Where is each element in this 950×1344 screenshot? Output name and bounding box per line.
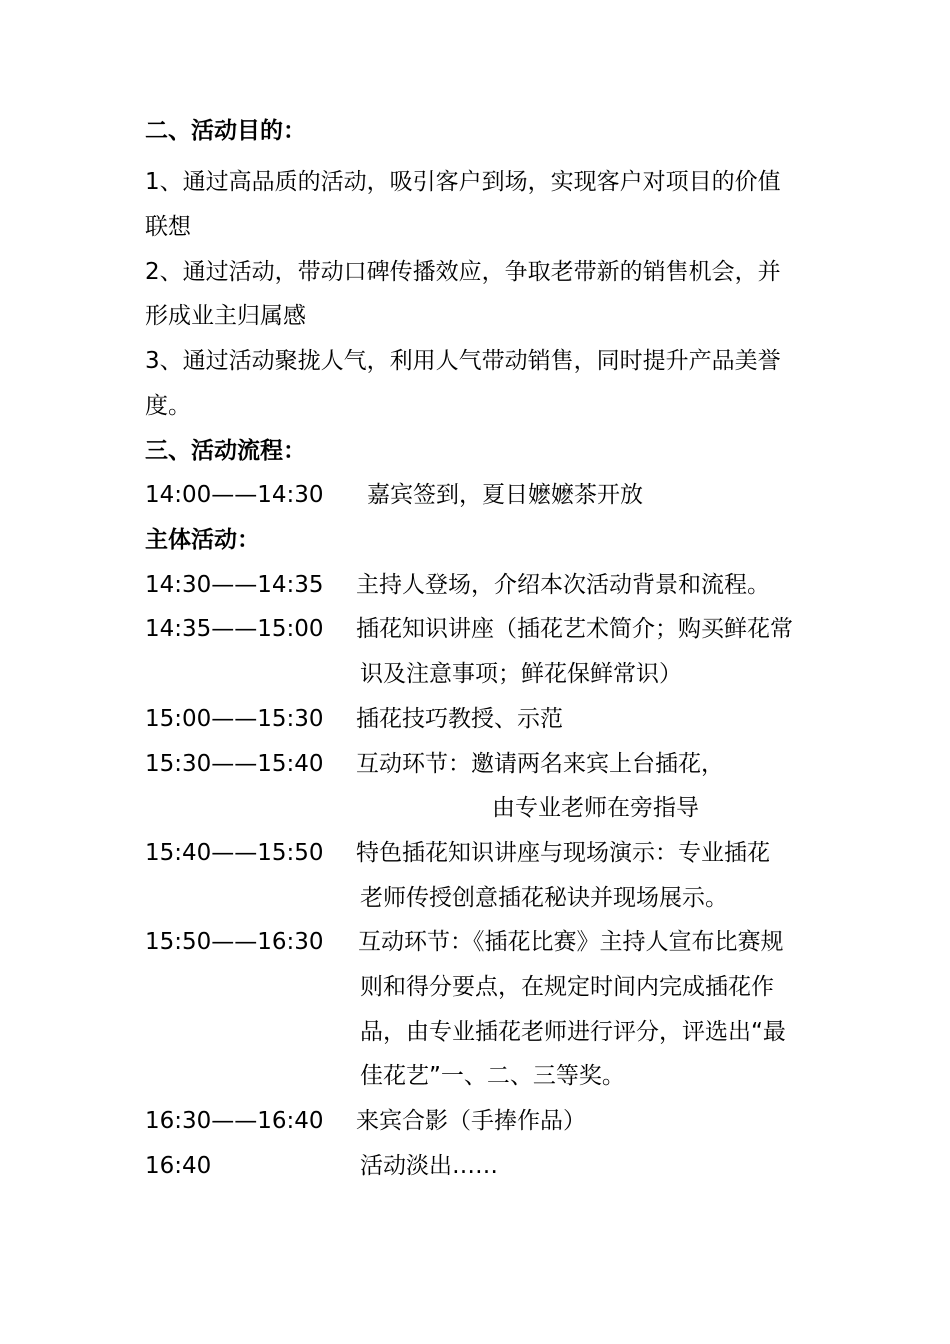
schedule-desc: 识及注意事项；鲜花保鲜常识） <box>360 661 682 687</box>
section-heading-purpose: 二、活动目的： <box>145 118 306 144</box>
schedule-time: 16:30——16:40 <box>145 1108 324 1134</box>
schedule-time: 14:30——14:35 <box>145 572 324 598</box>
schedule-time: 15:30——15:40 <box>145 751 324 777</box>
section-heading-flow: 三、活动流程： <box>145 438 306 464</box>
purpose-item-1-line-1: 1、通过高品质的活动，吸引客户到场，实现客户对项目的价值 <box>145 169 781 195</box>
schedule-time: 14:35——15:00 <box>145 616 324 642</box>
schedule-desc: 则和得分要点，在规定时间内完成插花作 <box>360 974 774 1000</box>
schedule-desc: 插花知识讲座（插花艺术简介；购买鲜花常 <box>356 616 793 642</box>
schedule-desc: 佳花艺”一、二、三等奖。 <box>360 1063 625 1089</box>
purpose-item-2-line-2: 形成业主归属感 <box>145 303 306 329</box>
purpose-item-1-line-2: 联想 <box>145 214 191 240</box>
schedule-desc: 老师传授创意插花秘诀并现场展示。 <box>360 885 728 911</box>
checkin-desc: 嘉宾签到，夏日嬷嬷茶开放 <box>367 482 643 508</box>
schedule-time: 15:00——15:30 <box>145 706 324 732</box>
schedule-desc: 活动淡出…… <box>360 1153 498 1179</box>
schedule-desc: 互动环节：《插花比赛》主持人宣布比赛规 <box>358 929 784 955</box>
schedule-desc: 特色插花知识讲座与现场演示：专业插花 <box>356 840 770 866</box>
schedule-time: 16:40 <box>145 1153 212 1179</box>
schedule-desc: 由专业老师在旁指导 <box>492 795 699 821</box>
checkin-time: 14:00——14:30 <box>145 482 324 508</box>
schedule-time: 15:40——15:50 <box>145 840 324 866</box>
schedule-desc: 插花技巧教授、示范 <box>356 706 563 732</box>
schedule-desc: 互动环节：邀请两名来宾上台插花， <box>356 751 724 777</box>
schedule-time: 15:50——16:30 <box>145 929 324 955</box>
schedule-desc: 品，由专业插花老师进行评分，评选出“最 <box>360 1019 786 1045</box>
purpose-item-3-line-1: 3、通过活动聚拢人气，利用人气带动销售，同时提升产品美誉 <box>145 348 781 374</box>
schedule-desc: 主持人登场，介绍本次活动背景和流程。 <box>356 572 770 598</box>
main-activity-heading: 主体活动： <box>145 527 260 553</box>
schedule-desc: 来宾合影（手捧作品） <box>356 1108 586 1134</box>
purpose-item-2-line-1: 2、通过活动，带动口碑传播效应，争取老带新的销售机会，并 <box>145 259 781 285</box>
purpose-item-3-line-2: 度。 <box>145 393 191 419</box>
